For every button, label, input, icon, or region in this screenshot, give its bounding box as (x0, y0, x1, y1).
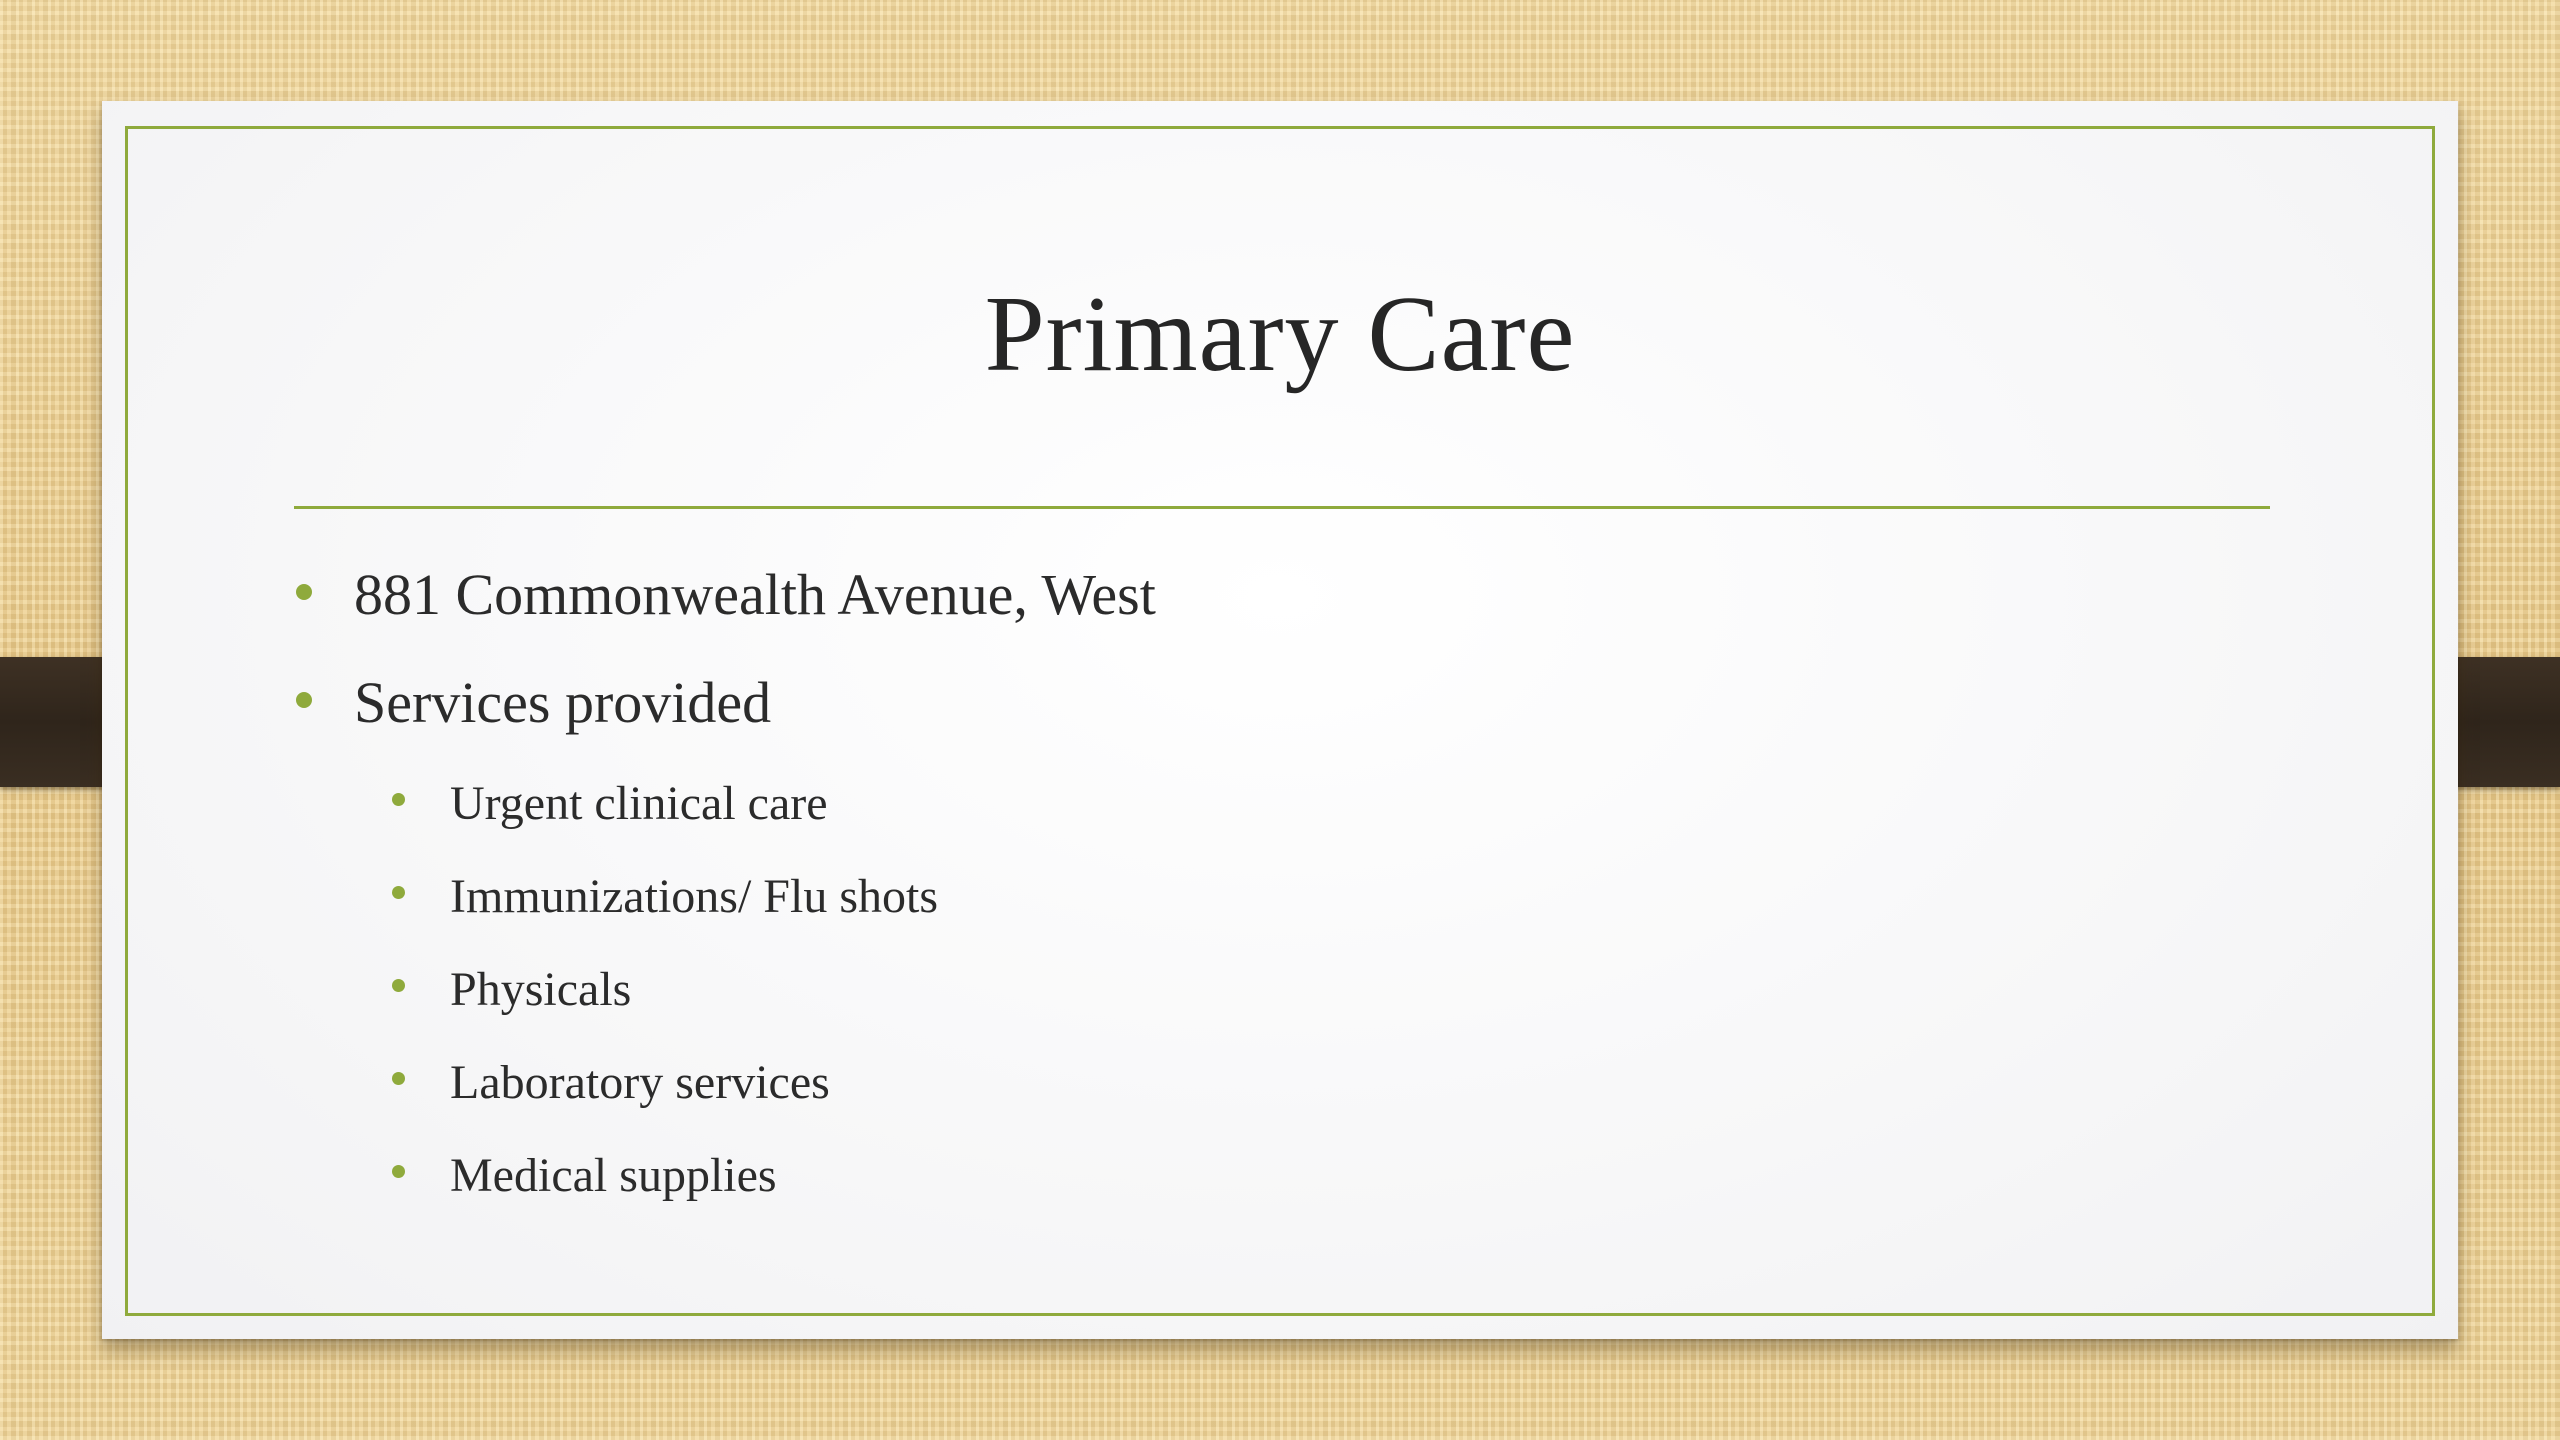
bullet-dot-icon (392, 1072, 405, 1085)
sub-bullet-text: Physicals (450, 963, 632, 1016)
sub-bullet-text: Urgent clinical care (450, 777, 828, 830)
slide-card (102, 101, 2458, 1339)
bullet-dot-icon (392, 886, 405, 899)
bullet-dot-icon (392, 1165, 405, 1178)
bullet-dot-icon (392, 979, 405, 992)
bullet-dot-icon (296, 692, 312, 708)
title-divider (294, 506, 2270, 509)
bullet-text: 881 Commonwealth Avenue, West (354, 562, 1156, 627)
sub-bullet-item (292, 1129, 1156, 1222)
bullet-dot-icon (392, 793, 405, 806)
bullet-item-address (292, 541, 1156, 649)
bullet-text: Services provided (354, 670, 772, 735)
bullet-dot-icon (296, 584, 312, 600)
sub-bullet-text: Laboratory services (450, 1056, 830, 1109)
sub-bullet-item (292, 850, 1156, 943)
bullet-list (292, 541, 1156, 1222)
sub-bullet-item (292, 943, 1156, 1036)
sub-bullet-text: Immunizations/ Flu shots (450, 870, 939, 923)
sub-bullet-item (292, 757, 1156, 850)
bullet-item-services (292, 649, 1156, 757)
sub-bullet-text: Medical supplies (450, 1149, 777, 1202)
slide-title: Primary Care (984, 275, 1576, 394)
sub-bullet-item (292, 1036, 1156, 1129)
